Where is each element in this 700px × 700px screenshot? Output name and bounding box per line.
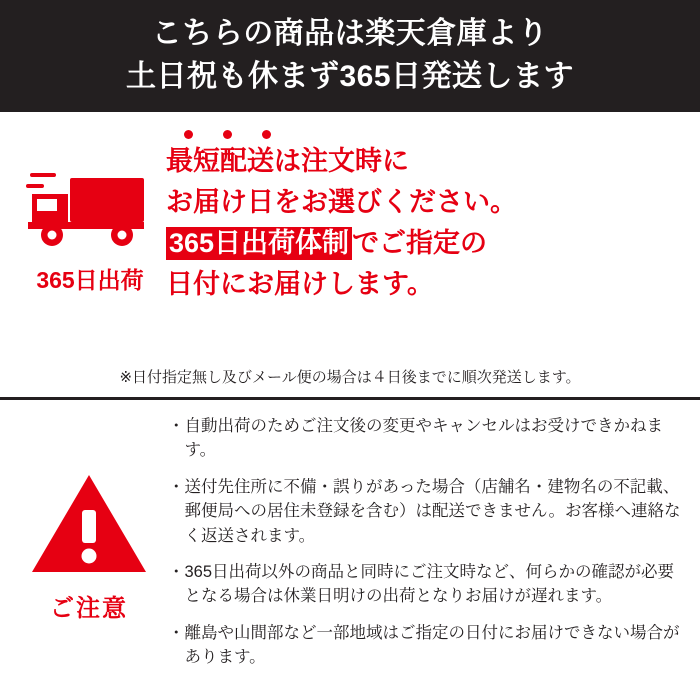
list-item — [168, 475, 686, 548]
list-item-text: 送付先住所に不備・誤りがあった場合（店舗名・建物名の不記載、郵便局への居住未登録を含む）は配送できません。お客様へ連絡なく返送されます。 — [184, 477, 681, 545]
shipping-message-line-1: 最短配送は注文時に — [166, 146, 409, 176]
banner-header — [0, 0, 700, 112]
list-item — [168, 621, 686, 670]
list-item — [168, 414, 686, 463]
dot-icon — [184, 130, 193, 139]
list-item-text: 自動出荷のためご注文後の変更やキャンセルはお受けできかねます。 — [184, 417, 663, 460]
shipping-message-line-4: 日付にお届けします。 — [166, 269, 434, 300]
list-item-text: 365日出荷以外の商品と同時にご注文時など、何らかの確認が必要となる場合は休業日明けの出荷となりお届けが遅れます。 — [184, 563, 675, 606]
header-line-1: こちらの商品は楽天倉庫より — [151, 17, 549, 51]
warning-triangle-icon — [30, 472, 148, 576]
shipping-message-line-2: お届け日をお選びください。 — [166, 187, 517, 218]
shipping-body — [0, 120, 700, 364]
caution-section — [0, 400, 700, 700]
shipping-message-line-3-rest: でご指定の — [352, 228, 488, 259]
dot-icon — [262, 130, 271, 139]
header-line-2: 土日祝も休まず365日発送します — [125, 60, 575, 93]
shipping-message-line-3 — [166, 223, 487, 264]
decorative-dots — [184, 130, 271, 139]
truck-label: 365日出荷 — [36, 267, 144, 293]
shipping-section — [0, 112, 700, 400]
bullet-mark: ・ — [168, 477, 185, 496]
bullet-mark: ・ — [168, 623, 185, 642]
caution-bullet-list — [168, 412, 686, 690]
bullet-mark: ・ — [168, 563, 185, 582]
delivery-truck-icon — [26, 168, 154, 252]
caution-column — [10, 412, 168, 690]
list-item — [168, 560, 686, 609]
truck-column — [14, 124, 166, 364]
shipping-note: ※日付指定無し及びメール便の場合は４日後までに順次発送します。 — [119, 368, 581, 386]
list-item-text: 離島や山間部など一部地域はご指定の日付にお届けできない場合があります。 — [184, 623, 680, 667]
highlight-365-badge: 365日出荷体制 — [166, 227, 352, 260]
shipping-message-column — [166, 124, 690, 364]
bullet-mark: ・ — [168, 417, 185, 435]
dot-icon — [223, 130, 232, 139]
caution-label: ご注意 — [50, 595, 128, 622]
